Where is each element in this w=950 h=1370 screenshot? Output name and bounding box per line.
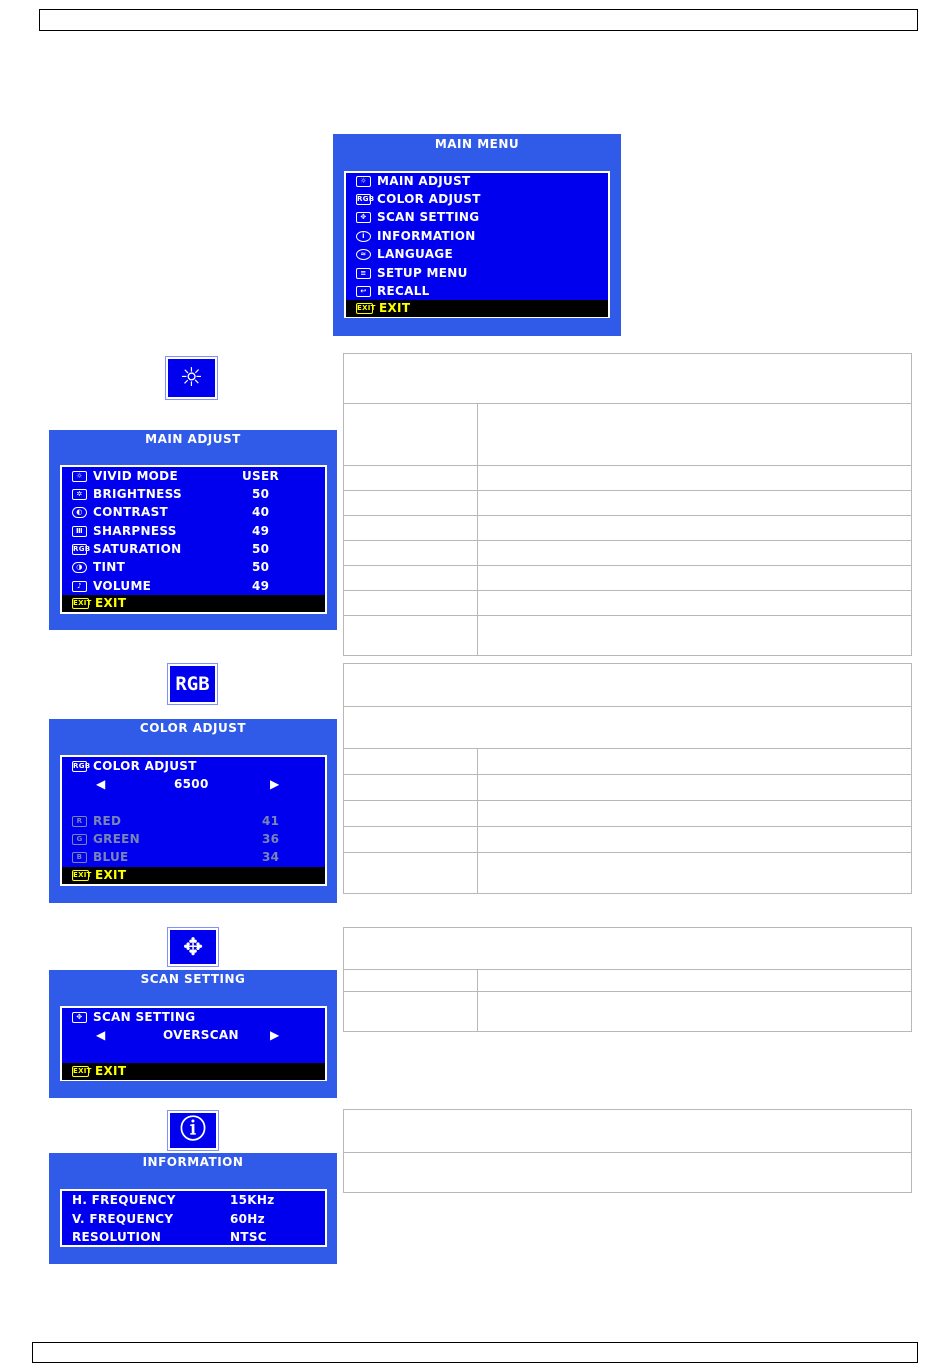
v-frequency-row: V. FREQUENCY 60Hz xyxy=(72,1212,265,1226)
right-arrow-icon[interactable]: ▶ xyxy=(270,777,280,791)
scan-setting-table xyxy=(343,927,912,1032)
left-arrow-icon[interactable]: ◀ xyxy=(96,777,106,791)
recall-icon: ↩ xyxy=(356,286,371,297)
brightness-row[interactable]: ✲ BRIGHTNESS 50 xyxy=(72,486,325,503)
scan-setting-icon: ✥ xyxy=(168,928,218,966)
main-menu-osd xyxy=(333,134,621,336)
menu-item-exit[interactable]: EXIT EXIT xyxy=(346,300,608,317)
resolution-row: RESOLUTION NTSC xyxy=(72,1230,267,1244)
saturation-row[interactable]: RGB SATURATION 50 xyxy=(73,542,270,556)
globe-icon: ≈ xyxy=(356,249,371,260)
color-adjust-list xyxy=(60,755,327,886)
color-temp-selector[interactable]: ◀ 6500 ▶ xyxy=(96,777,280,791)
brightness-icon: ✲ xyxy=(72,489,87,500)
scan-mode-selector[interactable]: ◀ OVERSCAN ▶ xyxy=(96,1028,280,1042)
vivid-mode-row[interactable]: ☼ VIVID MODE USER xyxy=(72,468,325,485)
menu-item-scan-setting[interactable]: ✥ SCAN SETTING xyxy=(356,209,608,226)
rgb-icon: RGB xyxy=(73,762,91,770)
scan-setting-list xyxy=(60,1006,327,1081)
scan-setting-title: SCAN SETTING xyxy=(140,972,246,986)
main-adjust-list xyxy=(60,465,327,614)
exit-icon: EXIT xyxy=(357,304,376,312)
information-icon: ⓘ xyxy=(168,1111,218,1150)
information-table xyxy=(343,1109,912,1193)
menu-item-main-adjust[interactable]: ☼ MAIN ADJUST xyxy=(356,173,608,190)
red-icon: R xyxy=(72,816,87,827)
volume-icon: ♪ xyxy=(72,581,87,592)
information-title: INFORMATION xyxy=(142,1155,244,1169)
information-osd xyxy=(49,1153,337,1264)
info-icon: i xyxy=(356,231,371,242)
sun-icon: ☼ xyxy=(356,176,371,187)
exit-icon: EXIT xyxy=(73,599,92,607)
menu-item-color-adjust[interactable]: RGB COLOR ADJUST xyxy=(357,192,481,206)
menu-item-recall[interactable]: ↩ RECALL xyxy=(356,283,608,300)
sun-icon: ☼ xyxy=(72,471,87,482)
color-adjust-table xyxy=(343,663,912,894)
main-adjust-title: MAIN ADJUST xyxy=(145,432,241,446)
scan-icon: ✥ xyxy=(356,212,371,223)
main-menu-title: MAIN MENU xyxy=(434,137,520,151)
blue-icon: B xyxy=(72,852,87,863)
h-frequency-row: H. FREQUENCY 15KHz xyxy=(72,1193,275,1207)
scan-setting-header: ✥ SCAN SETTING xyxy=(72,1009,325,1026)
menu-item-language[interactable]: ≈ LANGUAGE xyxy=(356,246,608,263)
contrast-row[interactable]: ◐ CONTRAST 40 xyxy=(72,504,325,521)
information-list xyxy=(60,1189,327,1247)
left-arrow-icon[interactable]: ◀ xyxy=(96,1028,106,1042)
color-adjust-exit[interactable]: EXIT EXIT xyxy=(62,867,325,884)
rgb-icon: RGB xyxy=(357,195,375,203)
main-menu-list xyxy=(344,171,610,318)
right-arrow-icon[interactable]: ▶ xyxy=(270,1028,280,1042)
blue-row: B BLUE 34 xyxy=(72,849,325,866)
tint-row[interactable]: ◑ TINT 50 xyxy=(72,559,325,576)
color-adjust-rgb-icon: RGB xyxy=(168,664,217,704)
main-adjust-exit[interactable]: EXIT EXIT xyxy=(62,595,325,612)
scan-setting-osd xyxy=(49,970,337,1098)
exit-icon: EXIT xyxy=(73,1067,92,1075)
exit-icon: EXIT xyxy=(73,871,92,879)
green-row: G GREEN 36 xyxy=(72,831,325,848)
red-row: R RED 41 xyxy=(72,813,325,830)
menu-item-setup-menu[interactable]: ≡ SETUP MENU xyxy=(356,265,608,282)
main-adjust-sun-icon: ☼ xyxy=(166,357,217,399)
main-adjust-osd xyxy=(49,430,337,630)
sharpness-icon: Ⅲ xyxy=(72,526,87,537)
page-header-box xyxy=(39,9,918,31)
green-icon: G xyxy=(72,834,87,845)
color-adjust-title: COLOR ADJUST xyxy=(139,721,247,735)
volume-row[interactable]: ♪ VOLUME 49 xyxy=(72,578,325,595)
page-footer-box xyxy=(32,1342,918,1363)
scan-setting-exit[interactable]: EXIT EXIT xyxy=(62,1063,325,1080)
main-adjust-table xyxy=(343,353,912,656)
color-adjust-header: RGB COLOR ADJUST xyxy=(73,759,197,773)
tint-icon: ◑ xyxy=(72,562,87,573)
setup-icon: ≡ xyxy=(356,268,371,279)
contrast-icon: ◐ xyxy=(72,507,87,518)
scan-icon: ✥ xyxy=(72,1012,87,1023)
saturation-icon: RGB xyxy=(73,545,91,553)
sharpness-row[interactable]: Ⅲ SHARPNESS 49 xyxy=(72,523,325,540)
color-adjust-osd xyxy=(49,719,337,903)
menu-item-information[interactable]: i INFORMATION xyxy=(356,228,608,245)
